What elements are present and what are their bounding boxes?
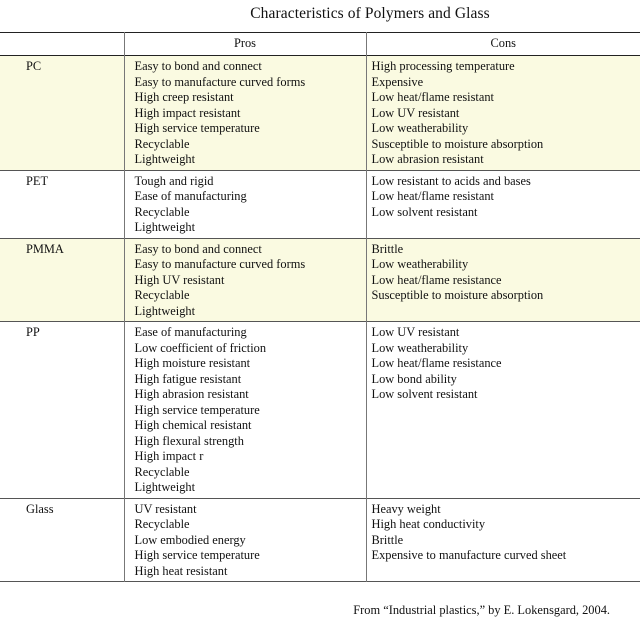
pro-item: Easy to manufacture curved forms — [134, 74, 306, 89]
pro-item: UV resistant — [134, 501, 197, 516]
header-cons: Cons — [366, 33, 640, 56]
pro-item: High fatigue resistant — [134, 371, 242, 386]
pro-item: Lightweight — [134, 152, 196, 166]
source-credit: From “Industrial plastics,” by E. Lokensgard, 2004. — [353, 603, 610, 617]
pro-item: High moisture resistant — [134, 356, 251, 370]
material-name: PP — [26, 325, 40, 339]
pro-item: Low embodied energy — [134, 532, 246, 547]
cons-cell — [366, 322, 640, 499]
pro-item: Recyclable — [134, 517, 190, 531]
con-item: Low UV resistant — [371, 325, 460, 339]
pro-item: Recyclable — [134, 204, 190, 219]
con-item: Expensive to manufacture curved sheet — [371, 548, 567, 562]
characteristics-table — [0, 32, 640, 582]
con-item: Low bond ability — [371, 371, 457, 386]
pro-item: High heat resistant — [134, 563, 228, 578]
con-item: Low heat/flame resistant — [371, 90, 494, 104]
pro-item: Easy to bond and connect — [134, 59, 262, 73]
con-item: Low weatherability — [371, 340, 469, 355]
table-row — [0, 322, 640, 499]
pro-item: Lightweight — [134, 220, 196, 234]
cons-cell — [366, 238, 640, 322]
con-item: Low heat/flame resistance — [371, 356, 502, 370]
pro-item: High abrasion resistant — [134, 387, 249, 401]
table-body — [0, 56, 640, 582]
pro-item: Lightweight — [134, 303, 196, 318]
cons-cell — [366, 170, 640, 238]
con-item: Low heat/flame resistant — [371, 189, 494, 203]
table-row — [0, 238, 640, 322]
header-pros: Pros — [124, 33, 366, 56]
pro-item: Easy to manufacture curved forms — [134, 257, 306, 271]
con-item: Low solvent resistant — [371, 204, 478, 219]
material-name: PC — [0, 56, 124, 171]
table-row — [0, 498, 640, 582]
pro-item: Recyclable — [134, 464, 190, 479]
con-item: Low abrasion resistant — [371, 152, 484, 166]
pros-cell — [124, 56, 366, 171]
con-item: Low heat/flame resistance — [371, 272, 502, 287]
con-item: Low weatherability — [371, 121, 469, 135]
pro-item: Lightweight — [134, 480, 196, 494]
pro-item: Recyclable — [134, 136, 190, 151]
pro-item: High UV resistant — [134, 272, 225, 287]
pro-item: High flexural strength — [134, 433, 244, 448]
table-row — [0, 56, 640, 171]
pro-item: High service temperature — [134, 548, 260, 562]
con-item: High heat conductivity — [371, 517, 486, 531]
con-item: Low resistant to acids and bases — [371, 173, 531, 188]
table-title: Characteristics of Polymers and Glass — [250, 5, 490, 22]
pro-item: Recyclable — [134, 288, 190, 302]
con-item: Expensive — [371, 74, 424, 89]
pro-item: High service temperature — [134, 121, 260, 135]
con-item: Brittle — [371, 241, 404, 256]
con-item: Low solvent resistant — [371, 387, 478, 401]
con-item: High processing temperature — [371, 59, 515, 73]
pro-item: High creep resistant — [134, 90, 234, 104]
pros-cell — [124, 170, 366, 238]
cons-cell — [366, 56, 640, 171]
pros-cell — [124, 498, 366, 582]
pro-item: Low coefficient of friction — [134, 340, 267, 355]
header-material — [0, 33, 124, 56]
table-row — [0, 170, 640, 238]
pro-item: High service temperature — [134, 402, 260, 417]
material-name: PMMA — [0, 238, 124, 322]
pro-item: Easy to bond and connect — [134, 241, 262, 256]
pro-item: Ease of manufacturing — [134, 189, 247, 203]
pros-cell — [124, 238, 366, 322]
pro-item: High chemical resistant — [134, 418, 252, 432]
material-name: PET — [26, 173, 49, 188]
con-item: Heavy weight — [371, 501, 441, 516]
pro-item: High impact resistant — [134, 105, 241, 120]
con-item: Low weatherability — [371, 257, 469, 271]
pro-item: Ease of manufacturing — [134, 325, 247, 339]
con-item: Susceptible to moisture absorption — [371, 288, 544, 302]
pros-cell — [124, 322, 366, 499]
con-item: Brittle — [371, 532, 404, 547]
cons-cell — [366, 498, 640, 582]
pro-item: High impact r — [134, 449, 204, 463]
table-header-row — [0, 33, 640, 56]
material-name: Glass — [26, 501, 54, 516]
con-item: Susceptible to moisture absorption — [371, 136, 544, 151]
pro-item: Tough and rigid — [134, 173, 214, 188]
con-item: Low UV resistant — [371, 105, 460, 120]
